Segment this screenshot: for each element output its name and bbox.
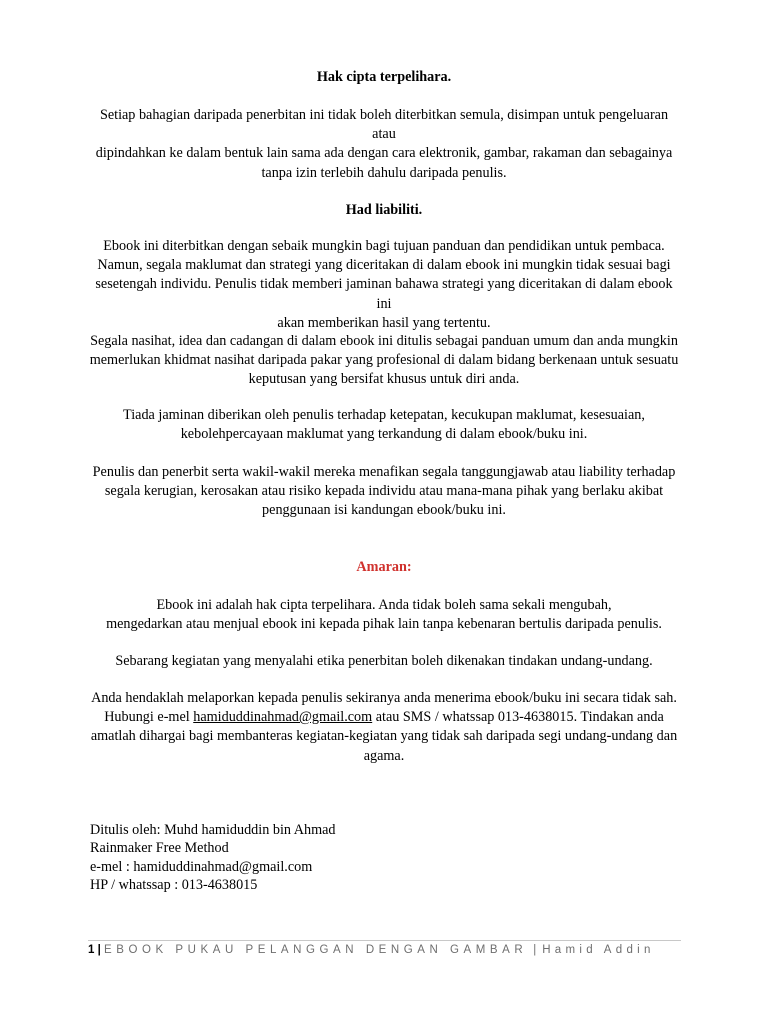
page-number: 1 [88,944,95,956]
author-phone: HP / whatssap : 013-4638015 [90,876,258,893]
liability-p3-line-2: kebolehpercayaan maklumat yang terkandung di dalam ebook/buku ini. [180,426,588,443]
footer-separator: | [533,944,537,956]
liability-p1-line-2: Namun, segala maklumat dan strategi yang diceritakan di dalam ebook ini mungkin tidak sesuai bagi [97,257,671,274]
liability-paragraph-3 [88,406,680,444]
liability-paragraph-1 [88,237,680,333]
copyright-heading: Hak cipta terpelihara. [316,69,452,85]
liability-paragraph-4 [88,463,680,521]
copyright-line-2: dipindahkan ke dalam bentuk lain sama ada dengan cara elektronik, gambar, rakaman dan sebagainya [95,145,673,162]
liability-p1-line-4: akan memberikan hasil yang tertentu. [277,314,491,331]
liability-p2-line-2: memerlukan khidmat nasihat daripada pakar yang profesional di dalam bidang berkenaan untuk sesuatu [89,352,679,369]
page-footer [88,942,655,958]
copyright-line-3: tanpa izin terlebih dahulu daripada penulis. [261,164,507,181]
footer-divider [88,940,681,941]
warning-heading: Amaran: [356,559,412,575]
liability-p4-line-1: Penulis dan penerbit serta wakil-wakil mereka menafikan segala tanggungjawab atau liability terhadap [92,464,676,480]
liability-p4-line-3: penggunaan isi kandungan ebook/buku ini. [262,502,506,519]
liability-p1-line-1: Ebook ini diterbitkan dengan sebaik mungkin bagi tujuan panduan dan pendidikan untuk pembaca. [103,238,665,254]
copyright-line-1: Setiap bahagian daripada penerbitan ini tidak boleh diterbitkan semula, disimpan untuk pengeluaran atau [99,107,669,143]
warning-p3-line-4: agama. [363,747,405,764]
warning-p1-line-1: Ebook ini adalah hak cipta terpelihara. Anda tidak boleh sama sekali mengubah, [156,597,612,613]
warning-p3-line-1: Anda hendaklah melaporkan kepada penulis sekiranya anda menerima ebook/buku ini secara tidak sah. [91,690,677,706]
author-info [90,821,336,894]
liability-p2-line-1: Segala nasihat, idea dan cadangan di dalam ebook ini ditulis sebagai panduan umum dan anda mungkin [90,333,678,349]
warning-p3-line-3: amatlah dihargai bagi membanteras kegiatan-kegiatan yang tidak sah daripada segi undang-undang dan [90,728,678,745]
footer-bar: | [97,944,101,956]
warning-paragraph-1 [88,596,680,634]
liability-p3-line-1: Tiada jaminan diberikan oleh penulis terhadap ketepatan, kecukupan maklumat, kesesuaian, [123,407,645,423]
contact-email-link[interactable]: hamiduddinahmad@gmail.com [193,709,373,726]
warning-paragraph-3 [88,689,680,766]
liability-p4-line-2: segala kerugian, kerosakan atau risiko kepada individu atau mana-mana pihak yang berlaku akibat [104,483,664,500]
footer-author-name: Hamid Addin [542,944,655,956]
warning-paragraph-2: Sebarang kegiatan yang menyalahi etika penerbitan boleh dikenakan tindakan undang-undang. [115,653,653,669]
liability-paragraph-2 [88,332,680,390]
copyright-paragraph [88,106,680,183]
author-email: e-mel : hamiduddinahmad@gmail.com [90,858,313,875]
liability-p1-line-3: sesetengah individu. Penulis tidak memberi jaminan bahawa strategi yang diceritakan di dalam ebook ini [95,276,673,312]
warning-p3-line-2-prefix: Hubungi e-mel [104,709,194,726]
liability-p2-line-3: keputusan yang bersifat khusus untuk diri anda. [248,371,520,388]
footer-book-title: EBOOK PUKAU PELANGGAN DENGAN GAMBAR [104,944,528,956]
warning-p3-line-2-suffix: atau SMS / whatssap 013-4638015. Tindakan anda [372,709,664,726]
author-written-by: Ditulis oleh: Muhd hamiduddin bin Ahmad [90,822,336,838]
warning-p1-line-2: mengedarkan atau menjual ebook ini kepada pihak lain tanpa kebenaran bertulis daripada penulis. [106,616,662,633]
liability-heading: Had liabiliti. [345,202,423,218]
author-company: Rainmaker Free Method [90,840,229,857]
